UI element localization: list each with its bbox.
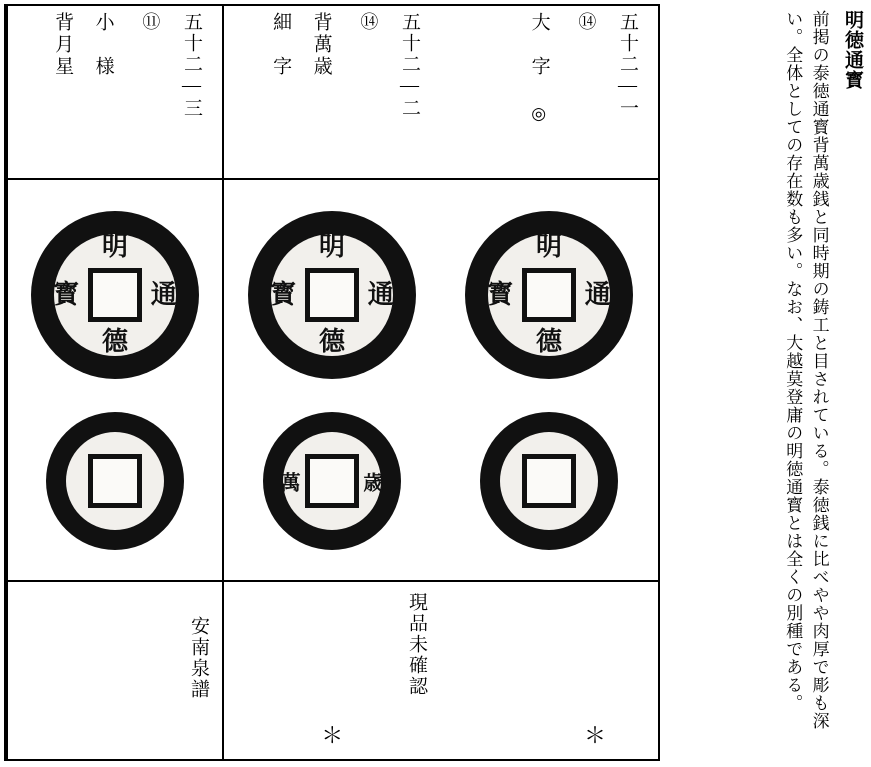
coin-glyph-left-3: 寳 <box>53 279 80 309</box>
coin-obverse-1 <box>465 211 633 379</box>
coin-square-hole-3 <box>88 268 142 322</box>
note-cell-column-2 <box>222 582 440 759</box>
coin-glyph-top-3: 明 <box>101 232 129 262</box>
coin-cell-column-2 <box>222 180 440 580</box>
coin-square-hole-1 <box>522 268 576 322</box>
coin-cell-column-1 <box>440 180 658 580</box>
variety-name-3: 小 様 <box>92 12 114 78</box>
coin-reverse-hole-2 <box>305 454 359 508</box>
note-star-2: ＊ <box>321 723 344 748</box>
coin-glyph-left-1: 寳 <box>487 279 514 309</box>
coin-glyph-left-2: 寳 <box>270 279 297 309</box>
grade-mark-1: ◎ <box>529 104 549 127</box>
commentary-body: 前掲の泰徳通寳背萬歳銭と同時期の鋳工と目されている。泰徳銭に比べやや肉厚で彫も深い。全体としての存在数も多い。なお、大越莫登庸の明徳通寳とは全くの別種である。 <box>783 10 829 730</box>
circled-number-glyph-3: ⑪ <box>140 12 161 31</box>
coin-reverse-hole-1 <box>522 454 576 508</box>
coin-glyph-right-1: 通 <box>584 279 611 309</box>
coin-reverse-2 <box>263 412 401 550</box>
coin-reverse-3 <box>46 412 184 550</box>
coin-square-hole-2 <box>305 268 359 322</box>
catalog-code-3: 五十二―三 <box>181 12 202 119</box>
variety-subname-2: 背萬歳 <box>310 12 332 78</box>
coin-glyph-top-2: 明 <box>318 232 346 262</box>
note-text-2: 現品未確認 <box>406 592 427 697</box>
note-text-3: 安南泉譜 <box>188 616 209 700</box>
circled-number-glyph-2: ⑭ <box>358 12 379 31</box>
header-cell-column-1 <box>440 6 658 178</box>
coin-catalogue-table <box>4 4 660 761</box>
catalog-code-1: 五十二―一 <box>617 12 638 119</box>
header-cell-column-3 <box>6 6 222 178</box>
note-star-1: ＊ <box>583 723 606 748</box>
table-coin-row <box>6 180 658 582</box>
coin-cell-column-3 <box>6 180 222 580</box>
coin-reverse-mark-left-2: 萬 <box>280 472 301 494</box>
note-cell-column-3 <box>6 582 222 759</box>
commentary-title: 明徳通寳 <box>842 10 863 90</box>
circle-number-3 <box>138 12 163 31</box>
coin-obverse-3 <box>31 211 199 379</box>
variety-subname-3: 背月星 <box>52 12 74 78</box>
table-note-row <box>6 582 658 759</box>
coin-glyph-top-1: 明 <box>535 232 563 262</box>
coin-reverse-1 <box>480 412 618 550</box>
coin-glyph-right-2: 通 <box>367 279 394 309</box>
variety-name-2: 細 字 <box>270 12 292 78</box>
circle-number-1 <box>574 12 599 31</box>
coin-glyph-right-3: 通 <box>150 279 177 309</box>
coin-reverse-hole-3 <box>88 454 142 508</box>
coin-glyph-bottom-2: 德 <box>318 326 346 356</box>
catalog-code-2: 五十二―二 <box>399 12 420 119</box>
note-cell-column-1 <box>440 582 658 759</box>
coin-glyph-bottom-3: 德 <box>101 326 129 356</box>
header-cell-column-2 <box>222 6 440 178</box>
coin-obverse-2 <box>248 211 416 379</box>
circle-number-2 <box>356 12 381 31</box>
commentary-block <box>667 4 867 761</box>
coin-glyph-bottom-1: 德 <box>535 326 563 356</box>
table-header-row <box>6 6 658 180</box>
variety-name-1: 大 字 ◎ <box>528 12 550 127</box>
circled-number-glyph-1: ⑭ <box>576 12 597 31</box>
coin-reverse-mark-right-2: 歳 <box>363 472 384 494</box>
